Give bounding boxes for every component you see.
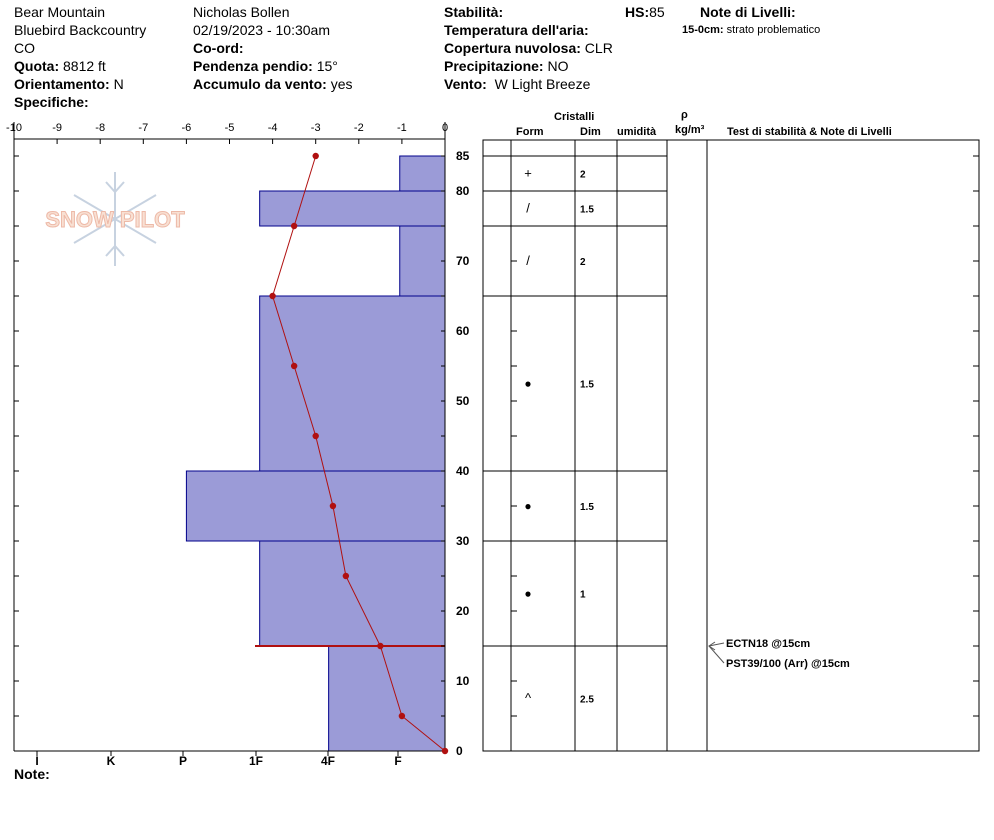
density-unit-header: kg/m³: [675, 124, 705, 136]
form-header: Form: [516, 126, 544, 138]
hardness-layer: [260, 541, 445, 646]
hs-value: 85: [649, 4, 665, 20]
temperature-point: [377, 643, 383, 649]
temperature-point: [313, 433, 319, 439]
layer-note-text: strato problematico: [726, 24, 821, 36]
precip-value: NO: [547, 58, 569, 74]
crystals-header: Cristalli: [554, 111, 595, 123]
temperature-point: [291, 223, 297, 229]
temperature-tick-label: -3: [310, 122, 321, 134]
crystal-size-value: 2: [580, 169, 586, 181]
temperature-tick-label: -5: [224, 122, 235, 134]
crystal-size-value: 1.5: [580, 204, 594, 216]
hardness-tick-label: 1F: [248, 754, 264, 768]
elevation-value: 8812 ft: [63, 58, 106, 74]
aspect-label: Orientamento:: [14, 76, 110, 92]
datetime: 02/19/2023 - 10:30am: [193, 22, 330, 38]
crystal-form-symbol: /: [526, 200, 530, 216]
hardness-tick-label: F: [394, 754, 402, 768]
cloud-label: Copertura nuvolosa:: [444, 40, 581, 56]
hardness-layer: [400, 156, 445, 191]
temperature-tick-label: -1: [397, 122, 407, 134]
air-temp-label: Temperatura dell'aria:: [444, 22, 589, 38]
hardness-layer: [260, 191, 445, 226]
hardness-layer: [400, 226, 445, 296]
temperature-point: [343, 573, 349, 579]
stability-test-pointer: [709, 646, 724, 663]
snowpilot-logo: [45, 172, 185, 266]
temperature-point: [399, 713, 405, 719]
crystal-size-value: 1.5: [580, 379, 594, 391]
rho-header: ρ: [681, 109, 688, 121]
precip-label: Precipitazione:: [444, 58, 544, 74]
temperature-tick-label: 0: [441, 122, 449, 134]
hardness-tick-label: I: [35, 754, 39, 768]
height-tick-label: 50: [456, 394, 470, 408]
wind-loading-value: yes: [330, 76, 353, 92]
temperature-tick-label: -2: [353, 122, 364, 134]
temperature-point: [330, 503, 336, 509]
stability-test-label: PST39/100 (Arr) @15cm: [726, 658, 850, 670]
temperature-tick-label: -10: [6, 122, 22, 134]
size-header: Dim: [580, 126, 601, 138]
aspect-value: N: [113, 76, 124, 92]
crystal-size-value: 1.5: [580, 502, 594, 513]
hardness-tick-label: K: [106, 754, 116, 768]
area: Bluebird Backcountry: [14, 22, 147, 38]
state: CO: [14, 40, 35, 56]
elevation-label: Quota:: [14, 58, 60, 74]
crystal-form-symbol: ●: [524, 586, 532, 601]
crystal-size-value: 2: [580, 257, 586, 268]
temperature-point: [442, 748, 448, 754]
hardness-tick-label: P: [178, 754, 188, 768]
crystal-size-value: 1: [580, 589, 586, 601]
crystal-form-symbol: +: [524, 165, 532, 181]
hardness-tick-label: 4F: [320, 754, 336, 768]
layer-notes-title: Note di Livelli:: [700, 4, 796, 20]
crystal-form-symbol: /: [526, 253, 530, 268]
notes-label: Note:: [14, 766, 50, 782]
hardness-layer: [329, 646, 445, 751]
temperature-tick-label: -8: [95, 122, 106, 134]
wind-value: W Light Breeze: [494, 76, 591, 92]
height-tick-label: 70: [456, 254, 470, 268]
temperature-point: [291, 363, 297, 369]
stability-test-label: ECTN18 @15cm: [726, 638, 811, 650]
wind-label: Vento:: [444, 76, 487, 92]
crystal-form-symbol: ●: [524, 499, 532, 513]
height-tick-label: 20: [456, 604, 470, 618]
height-tick-label: 0: [456, 744, 463, 758]
specifics-label: Specifiche:: [14, 94, 89, 110]
cloud-value: CLR: [584, 40, 613, 56]
slope-value: 15°: [316, 58, 338, 74]
tests-header: Test di stabilità & Note di Livelli: [727, 126, 892, 138]
wind-loading-label: Accumulo da vento:: [193, 76, 327, 92]
coords-label: Co-ord:: [193, 40, 244, 56]
crystal-form-symbol: ●: [524, 376, 532, 391]
height-tick-label: 40: [456, 464, 470, 478]
slope-label: Pendenza pendio:: [193, 58, 313, 74]
crystal-size-value: 2.5: [580, 694, 594, 706]
temperature-tick-label: -9: [52, 122, 62, 134]
height-tick-label: 85: [456, 149, 470, 163]
location: Bear Mountain: [14, 4, 106, 20]
temperature-tick-label: -6: [181, 122, 192, 134]
moisture-header: umidità: [617, 126, 657, 138]
layer-note-depth: 15-0cm:: [682, 24, 724, 36]
temperature-point: [269, 293, 275, 299]
stability-label: Stabilità:: [444, 4, 504, 20]
height-tick-label: 10: [456, 674, 470, 688]
hardness-layer: [260, 296, 445, 471]
height-tick-label: 80: [456, 184, 470, 198]
hardness-layer: [186, 471, 445, 541]
temperature-tick-label: -7: [138, 122, 149, 134]
crystal-form-symbol: ^: [524, 690, 532, 706]
temperature-tick-label: -4: [267, 122, 278, 134]
logo-text: SNOW PILOT: [45, 207, 185, 232]
temperature-point: [313, 153, 319, 159]
height-tick-label: 60: [456, 324, 470, 338]
observer: Nicholas Bollen: [193, 4, 290, 20]
height-tick-label: 30: [456, 534, 470, 548]
hs-label: HS:: [625, 4, 650, 20]
